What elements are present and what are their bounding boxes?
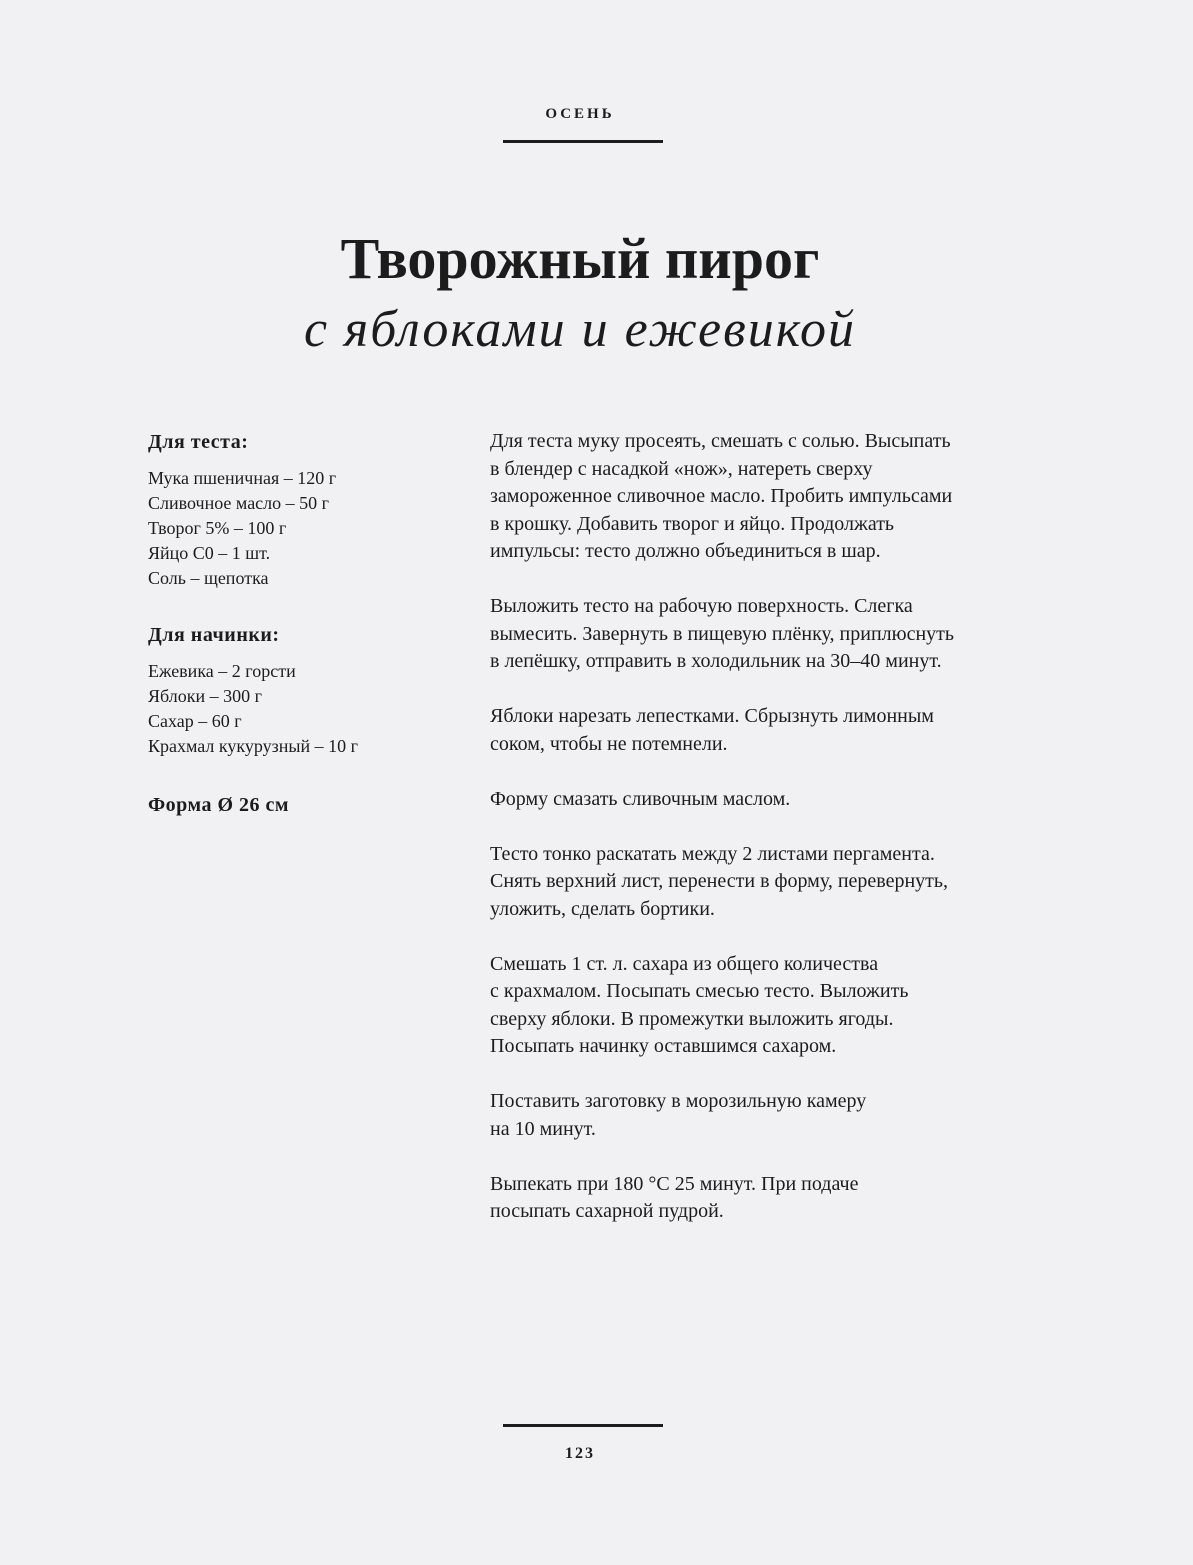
bottom-divider bbox=[503, 1424, 663, 1427]
method-step bbox=[490, 1088, 1050, 1143]
method-step bbox=[490, 593, 1050, 676]
step-line: Выпекать при 180 °С 25 минут. При подаче bbox=[490, 1172, 859, 1195]
step-line: Снять верхний лист, перенести в форму, перевернуть, bbox=[490, 870, 949, 892]
recipe-subtitle: с яблоками и ежевикой bbox=[303, 301, 857, 358]
dough-heading: Для теста: bbox=[148, 431, 249, 453]
method-step bbox=[490, 428, 1050, 566]
step-line: в блендер с насадкой «нож», натереть сверху bbox=[490, 457, 873, 480]
step-line: Поставить заготовку в морозильную камеру bbox=[490, 1090, 867, 1112]
step-line: на 10 минут. bbox=[490, 1117, 596, 1140]
step-line: Посыпать начинку оставшимся сахаром. bbox=[490, 1035, 837, 1057]
step-line: Выложить тесто на рабочую поверхность. Слегка bbox=[490, 595, 913, 617]
step-line: Яблоки нарезать лепестками. Сбрызнуть лимонным bbox=[490, 705, 934, 727]
section-label: ОСЕНЬ bbox=[545, 106, 615, 122]
method-step bbox=[490, 786, 1050, 814]
ingredient-item: Яблоки – 300 г bbox=[148, 686, 262, 706]
ingredients-column bbox=[148, 428, 468, 819]
dough-list bbox=[148, 466, 468, 591]
step-line: уложить, сделать бортики. bbox=[490, 897, 715, 920]
step-line: Форму смазать сливочным маслом. bbox=[490, 787, 791, 810]
ingredient-item: Ежевика – 2 горсти bbox=[148, 661, 296, 681]
method-step bbox=[490, 951, 1050, 1061]
method-column bbox=[490, 428, 1050, 1253]
method-step bbox=[490, 703, 1050, 758]
step-line: Для теста муку просеять, смешать с солью. Высыпать bbox=[490, 430, 951, 452]
step-line: соком, чтобы не потемнели. bbox=[490, 732, 728, 755]
ingredient-item: Сахар – 60 г bbox=[148, 711, 242, 731]
step-line: с крахмалом. Посыпать смесью тесто. Выложить bbox=[490, 980, 909, 1002]
filling-heading: Для начинки: bbox=[148, 624, 280, 646]
page-number: 123 bbox=[565, 1445, 595, 1462]
pan-size: Форма Ø 26 см bbox=[148, 794, 290, 816]
ingredient-item: Мука пшеничная – 120 г bbox=[148, 468, 337, 488]
filling-list bbox=[148, 659, 468, 759]
ingredient-item: Творог 5% – 100 г bbox=[148, 518, 287, 538]
step-line: импульсы: тесто должно объединиться в шар. bbox=[490, 540, 881, 562]
ingredient-item: Крахмал кукурузный – 10 г bbox=[148, 736, 358, 756]
step-line: Смешать 1 ст. л. сахара из общего количества bbox=[490, 952, 879, 975]
filling-ingredients bbox=[148, 621, 468, 759]
ingredient-item: Соль – щепотка bbox=[148, 568, 269, 588]
top-divider bbox=[503, 140, 663, 143]
ingredient-item: Яйцо С0 – 1 шт. bbox=[148, 543, 271, 563]
method-step bbox=[490, 841, 1050, 924]
step-line: посыпать сахарной пудрой. bbox=[490, 1200, 724, 1222]
step-line: вымесить. Завернуть в пищевую плёнку, приплюснуть bbox=[490, 622, 955, 645]
dough-ingredients bbox=[148, 428, 468, 591]
step-line: в лепёшку, отправить в холодильник на 30–40 минут. bbox=[490, 650, 942, 672]
step-line: замороженное сливочное масло. Пробить импульсами bbox=[490, 485, 953, 507]
method-step bbox=[490, 1171, 1050, 1226]
step-line: сверху яблоки. В промежутки выложить ягоды. bbox=[490, 1007, 894, 1030]
ingredient-item: Сливочное масло – 50 г bbox=[148, 493, 330, 513]
step-line: Тесто тонко раскатать между 2 листами пергамента. bbox=[490, 842, 935, 865]
recipe-title: Творожный пирог bbox=[340, 226, 820, 291]
step-line: в крошку. Добавить творог и яйцо. Продолжать bbox=[490, 512, 895, 535]
